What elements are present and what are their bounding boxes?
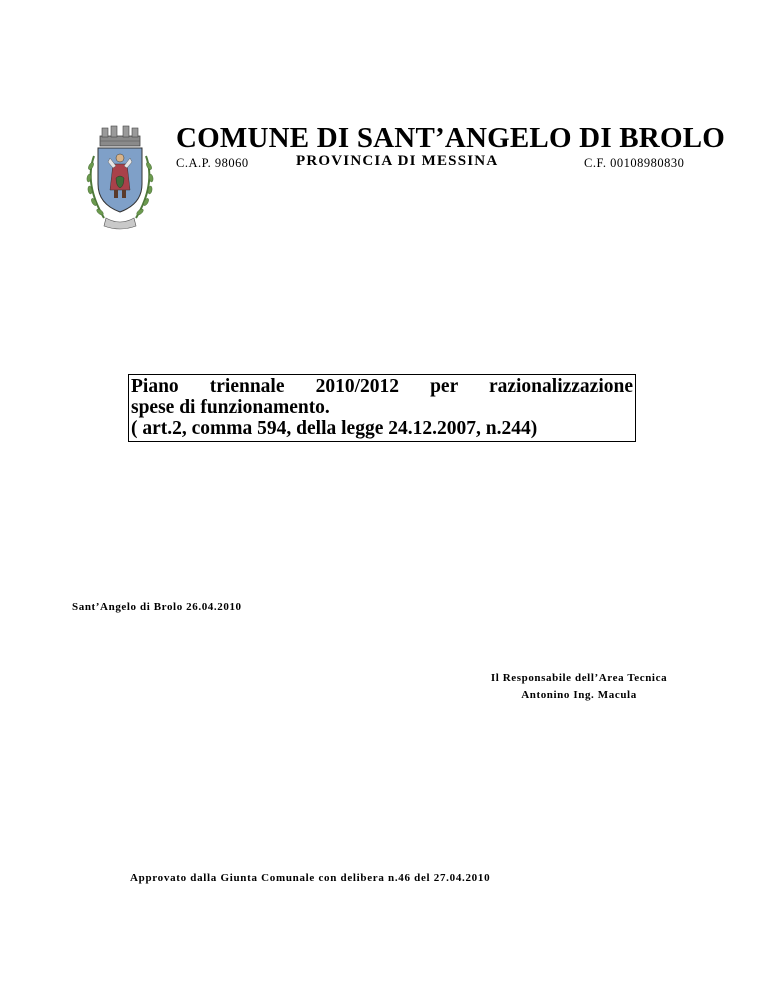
province-name: PROVINCIA DI MESSINA xyxy=(296,153,499,169)
signatory-name: Antonino Ing. Macula xyxy=(521,689,637,701)
document-title-box xyxy=(128,374,636,442)
postal-code: C.A.P. 98060 xyxy=(176,156,249,170)
municipality-name: COMUNE DI SANT’ANGELO DI BROLO xyxy=(176,122,725,154)
signature-block xyxy=(454,670,704,704)
municipal-crest-icon xyxy=(80,122,160,234)
approval-note: Approvato dalla Giunta Comunale con delibera n.46 del 27.04.2010 xyxy=(130,872,491,884)
title-line-1: Piano triennale 2010/2012 per razionalizzazione xyxy=(131,376,633,397)
signatory-role: Il Responsabile dell’Area Tecnica xyxy=(490,672,668,684)
title-line-3: ( art.2, comma 594, della legge 24.12.2007, n.244) xyxy=(131,418,538,439)
place-and-date: Sant’Angelo di Brolo 26.04.2010 xyxy=(72,601,242,613)
crest-graphic xyxy=(80,122,160,234)
tax-code: C.F. 00108980830 xyxy=(584,156,685,170)
title-line-2: spese di funzionamento. xyxy=(131,397,330,418)
